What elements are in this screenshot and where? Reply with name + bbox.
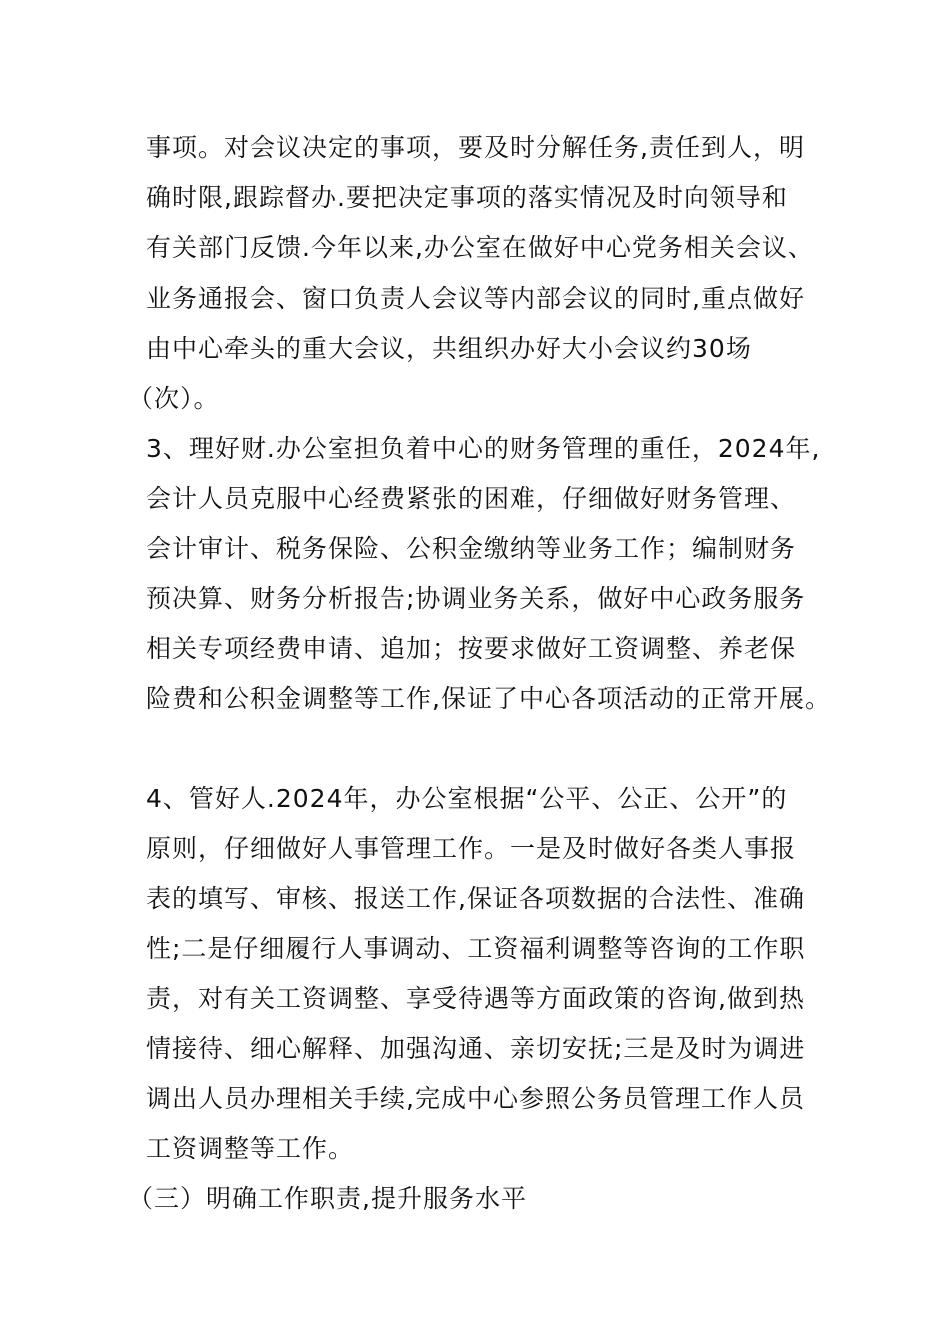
text-line: 原则，仔细做好人事管理工作。一是及时做好各类人事报 xyxy=(146,834,797,863)
text-line: 工资调整等工作。 xyxy=(146,1134,355,1163)
text-line: 会计审计、税务保险、公积金缴纳等业务工作；编制财务 xyxy=(146,534,797,563)
text-line: 表的填写、审核、报送工作,保证各项数据的合法性、准确 xyxy=(146,884,805,913)
text-line: 由中心牵头的重大会议，共组织办好大小会议约30场 xyxy=(146,334,752,363)
text-line: 责，对有关工资调整、享受待遇等方面政策的咨询,做到热 xyxy=(146,984,805,1013)
text-line: 事项。对会议决定的事项，要及时分解任务,责任到人，明 xyxy=(146,133,805,162)
text-line: 预决算、财务分析报告;协调业务关系，做好中心政务服务 xyxy=(146,584,806,613)
text-line: 性;二是仔细履行人事调动、工资福利调整等咨询的工作职 xyxy=(146,934,806,963)
text-line: 相关专项经费申请、追加；按要求做好工资调整、养老保 xyxy=(146,634,797,663)
text-line: 3、理好财.办公室担负着中心的财务管理的重任，2024年, xyxy=(146,434,821,463)
text-line: 4、管好人.2024年，办公室根据“公平、公正、公开”的 xyxy=(146,784,788,813)
text-line: 确时限,跟踪督办.要把决定事项的落实情况及时向领导和 xyxy=(146,183,788,212)
text-line: 调出人员办理相关手续,完成中心参照公务员管理工作人员 xyxy=(146,1084,805,1113)
text-line: 有关部门反馈.今年以来,办公室在做好中心党务相关会议、 xyxy=(146,233,814,262)
text-line: 险费和公积金调整等工作,保证了中心各项活动的正常开展。 xyxy=(146,684,831,713)
text-line: （次）。 xyxy=(128,384,220,413)
section-heading: （三）明确工作职责,提升服务水平 xyxy=(128,1184,527,1213)
text-line: 情接待、细心解释、加强沟通、亲切安抚;三是及时为调进 xyxy=(146,1034,806,1063)
text-line: 会计人员克服中心经费紧张的困难，仔细做好财务管理、 xyxy=(146,484,797,513)
text-line: 业务通报会、窗口负责人会议等内部会议的同时,重点做好 xyxy=(146,284,805,313)
